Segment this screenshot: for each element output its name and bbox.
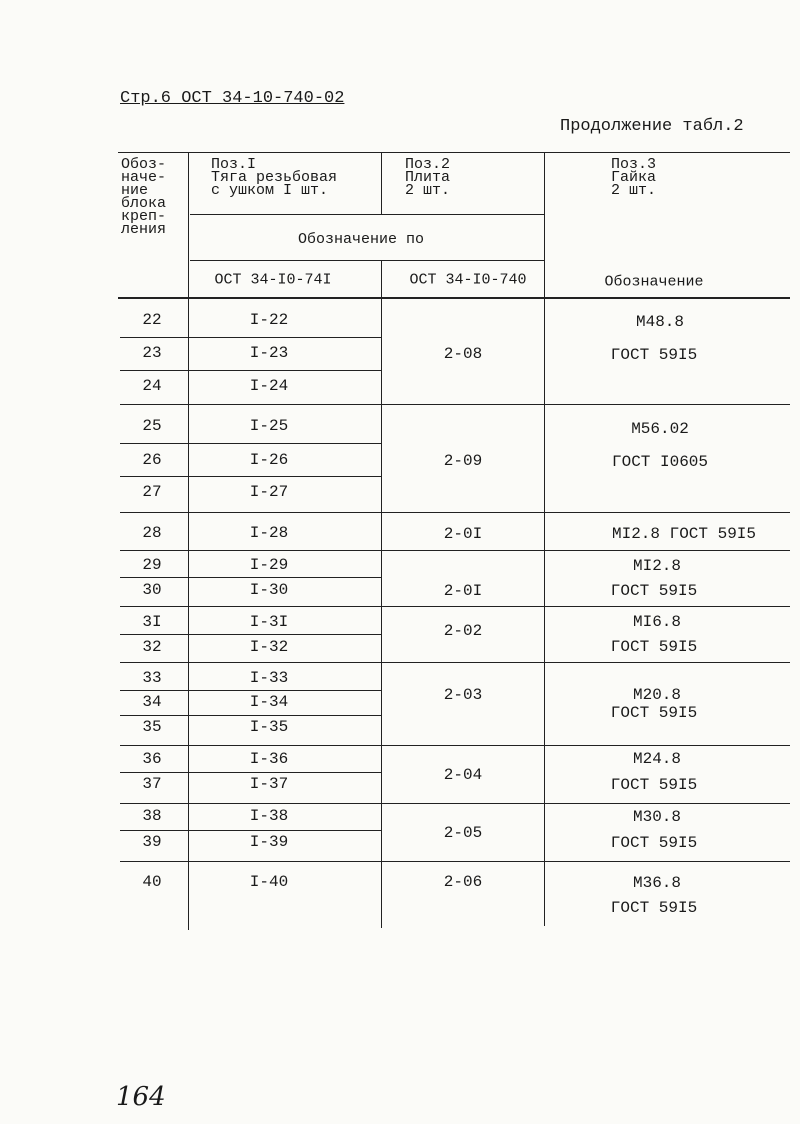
cell-pos3: ГОСТ 59I5	[610, 899, 698, 917]
cell-pos1: I-38	[249, 807, 289, 825]
cell-pos1: I-37	[249, 775, 289, 793]
cell-pos1: I-25	[249, 417, 289, 435]
cell-pos3: МI6.8	[632, 613, 682, 631]
cell-pos1: I-28	[249, 524, 289, 542]
cell-pos1: I-40	[249, 873, 289, 891]
cell-pos2: 2-04	[443, 766, 483, 784]
cell-pos1: I-36	[249, 750, 289, 768]
header-ost-741: ОСТ 34-I0-74I	[214, 271, 332, 289]
cell-pos3: М48.8	[635, 313, 685, 331]
cell-pos2: 2-06	[443, 873, 483, 891]
cell-pos3: М20.8	[632, 686, 682, 704]
header-ost-740: ОСТ 34-I0-740	[409, 271, 527, 289]
cell-pos1: I-24	[249, 377, 289, 395]
cell-pos2: 2-0I	[443, 582, 483, 600]
cell-block: 37	[142, 775, 162, 793]
cell-pos3: ГОСТ 59I5	[610, 776, 698, 794]
cell-pos2: 2-03	[443, 686, 483, 704]
cell-pos3: ГОСТ 59I5	[610, 704, 698, 722]
cell-block: 36	[142, 750, 162, 768]
cell-pos3: М36.8	[632, 874, 682, 892]
cell-block: 23	[142, 344, 162, 362]
cell-pos3: ГОСТ 59I5	[610, 346, 698, 364]
header-block-designation: Обоз- наче- ние блока креп- ления	[121, 156, 167, 238]
cell-pos3: ГОСТ 59I5	[610, 582, 698, 600]
cell-pos1: I-39	[249, 833, 289, 851]
cell-pos1: I-35	[249, 718, 289, 736]
cell-block: 35	[142, 718, 162, 736]
cell-pos1: I-27	[249, 483, 289, 501]
cell-block: 30	[142, 581, 162, 599]
cell-pos3: М56.02	[631, 420, 689, 438]
cell-block: 24	[142, 377, 162, 395]
cell-block: 34	[142, 693, 162, 711]
cell-pos2: 2-05	[443, 824, 483, 842]
header-pos2: Поз.2 Плита 2 шт.	[405, 156, 451, 199]
cell-block: 22	[142, 311, 162, 329]
cell-pos2: 2-08	[443, 345, 483, 363]
cell-block: 3I	[142, 613, 162, 631]
cell-block: 25	[142, 417, 162, 435]
cell-pos1: I-22	[249, 311, 289, 329]
cell-block: 33	[142, 669, 162, 687]
cell-pos3: М30.8	[632, 808, 682, 826]
header-pos1: Поз.I Тяга резьбовая с ушком I шт.	[211, 156, 338, 199]
cell-pos2: 2-09	[443, 452, 483, 470]
header-pos3: Поз.3 Гайка 2 шт.	[611, 156, 657, 199]
cell-block: 40	[142, 873, 162, 891]
cell-block: 26	[142, 451, 162, 469]
cell-pos2: 2-0I	[443, 525, 483, 543]
cell-block: 29	[142, 556, 162, 574]
page-header: Стр.6 ОСТ 34-10-740-02	[120, 89, 345, 108]
cell-pos3: ГОСТ I0605	[611, 453, 709, 471]
cell-pos3: ГОСТ 59I5	[610, 638, 698, 656]
cell-block: 39	[142, 833, 162, 851]
cell-pos1: I-23	[249, 344, 289, 362]
cell-block: 38	[142, 807, 162, 825]
cell-block: 32	[142, 638, 162, 656]
cell-pos1: I-29	[249, 556, 289, 574]
table-continuation-label: Продолжение табл.2	[560, 117, 744, 136]
page-number: 164	[116, 1082, 166, 1112]
cell-pos2: 2-02	[443, 622, 483, 640]
cell-pos3: М24.8	[632, 750, 682, 768]
cell-pos1: I-3I	[249, 613, 289, 631]
cell-block: 27	[142, 483, 162, 501]
cell-pos3: МI2.8	[632, 557, 682, 575]
header-designation: Обозначение	[604, 273, 704, 291]
header-designation-by: Обозначение по	[298, 231, 425, 248]
cell-pos1: I-32	[249, 638, 289, 656]
cell-pos3: МI2.8 ГОСТ 59I5	[611, 525, 757, 543]
cell-block: 28	[142, 524, 162, 542]
cell-pos1: I-34	[249, 693, 289, 711]
cell-pos3: ГОСТ 59I5	[610, 834, 698, 852]
cell-pos1: I-33	[249, 669, 289, 687]
cell-pos1: I-26	[249, 451, 289, 469]
cell-pos1: I-30	[249, 581, 289, 599]
